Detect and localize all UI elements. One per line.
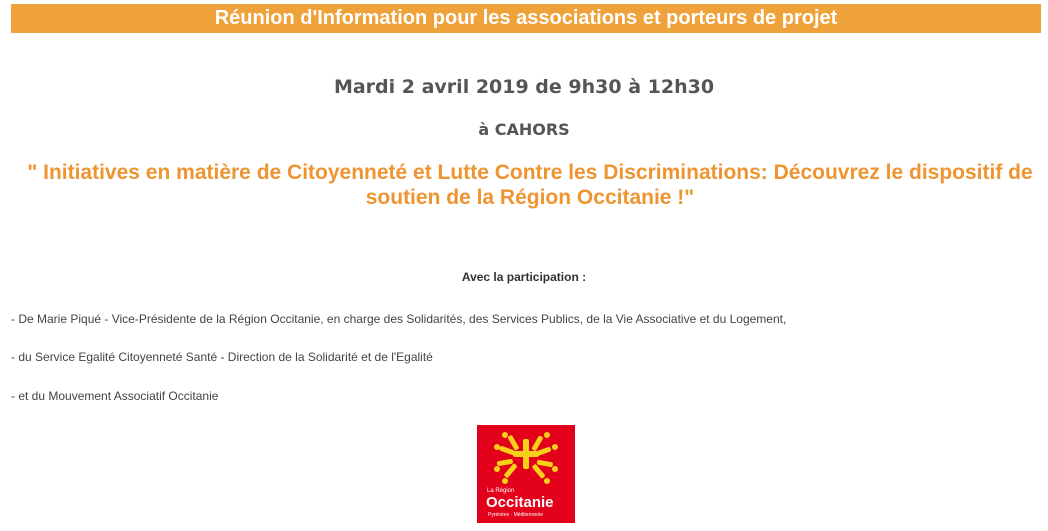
event-date: Mardi 2 avril 2019 de 9h30 à 12h30 (333, 76, 715, 98)
banner-title: Réunion d'Information pour les associations et porteurs de projet (11, 4, 1041, 33)
participation-heading: Avec la participation : (461, 270, 587, 284)
event-headline: " Initiatives en matière de Citoyenneté et Lutte Contre les Discriminations: Découvrez le dispositif de soutien de la Région Occitanie !" (27, 161, 1033, 209)
event-place: à CAHORS (478, 120, 570, 139)
occitan-cross-icon (489, 429, 563, 487)
participant-item: - du Service Egalité Citoyenneté Santé - Direction de la Solidarité et de l'Egalité (11, 350, 433, 364)
logo-small-text: La Région (487, 488, 515, 494)
logo-sub-text: Pyrénées · Méditerranée (488, 512, 544, 518)
logo-name: Occitanie (486, 494, 554, 511)
region-occitanie-logo (477, 425, 575, 523)
participant-item: - et du Mouvement Associatif Occitanie (11, 389, 219, 403)
participant-item: - De Marie Piqué - Vice-Présidente de la Région Occitanie, en charge des Solidarités, des Services Publics, de la Vie Associative et du Logement, (11, 312, 787, 326)
